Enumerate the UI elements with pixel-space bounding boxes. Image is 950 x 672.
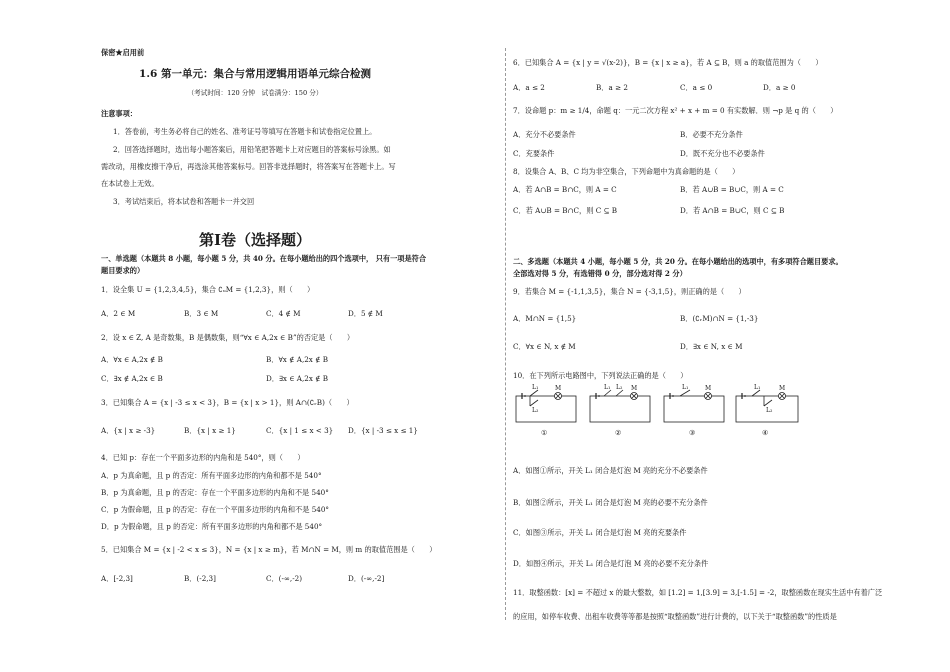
q11-stem-cont: 的应用，如停车收费、出租车收费等等都是按照“取整函数”进行计费的，以下关于“取整函数”的性质是: [513, 612, 837, 621]
q7-stem: 7．设命题 p：m ≥ 1/4，命题 q：一元二次方程 x² + x + m = 0 有实数解．则 ¬p 是 q 的（ ）: [513, 106, 838, 115]
svg-text:M: M: [631, 385, 638, 392]
q1-option-a: A．2 ∈ M: [101, 309, 136, 318]
q8-stem: 8．设集合 A、B、C 均为非空集合，下列命题中为真命题的是（ ）: [513, 167, 740, 176]
notes-heading: 注意事项：: [101, 109, 137, 118]
svg-text:L₂: L₂: [616, 384, 623, 391]
q8-option-b: B．若 A∪B = B∪C，则 A = C: [680, 185, 784, 194]
svg-text:L₂: L₂: [766, 407, 773, 414]
q3-option-b: B．{x | x ≥ 1}: [184, 426, 236, 435]
secret-label: 保密★启用前: [101, 48, 145, 57]
q3-stem: 3．已知集合 A = {x | -3 ≤ x < 3}，B = {x | x > 1}，则 A∩(∁ᵣB)（ ）: [101, 398, 354, 407]
circuit-2: [590, 390, 650, 422]
svg-text:M: M: [705, 385, 712, 392]
note-line: 2．回答选择题时，选出每小题答案后，用铅笔把答题卡上对应题目的答案标号涂黑。如: [113, 145, 391, 154]
section2-heading: 二、多选题（本题共 4 小题，每小题 5 分，共 20 分。在每小题给出的选项中，有多项符合题目要求。: [513, 257, 843, 266]
q7-option-d: D．既不充分也不必要条件: [680, 149, 765, 158]
section2-heading-cont: 全部选对得 5 分，有选错得 0 分，部分选对得 2 分）: [513, 269, 687, 278]
q2-option-a: A．∀x ∈ A,2x ∉ B: [101, 355, 163, 364]
q5-option-a: A．[-2,3]: [101, 574, 133, 583]
svg-text:L₂: L₂: [532, 407, 539, 414]
q6-option-c: C．a ≤ 0: [680, 83, 713, 92]
section1-heading-cont: 题目要求的）: [101, 266, 145, 275]
q7-option-b: B．必要不充分条件: [680, 130, 743, 139]
q9-option-d: D．∃x ∈ N, x ∈ M: [680, 342, 743, 351]
q1-option-d: D．5 ∉ M: [348, 309, 383, 318]
q8-option-c: C．若 A∪B = B∩C，则 C ⊆ B: [513, 206, 618, 215]
circuit-label-2: ②: [615, 428, 622, 437]
q10-option-a: A．如图①所示，开关 L₁ 闭合是灯泡 M 亮的充分不必要条件: [513, 466, 708, 475]
note-line: 需改动，用橡皮擦干净后，再选涂其他答案标号。回答非选择题时，将答案写在答题卡上。写: [101, 162, 396, 171]
q6-option-b: B．a ≥ 2: [596, 83, 628, 92]
q9-option-c: C．∀x ∈ N, x ∉ M: [513, 342, 576, 351]
svg-text:L₁: L₁: [682, 384, 689, 391]
q5-stem: 5．已知集合 M = {x | -2 < x ≤ 3}，N = {x | x ≥ m}，若 M∩N = M，则 m 的取值范围是（ ）: [101, 545, 437, 554]
svg-text:M: M: [779, 385, 786, 392]
q3-option-a: A．{x | x ≥ -3}: [101, 426, 156, 435]
note-line: 3．考试结束后，将本试卷和答题卡一并交回: [113, 197, 255, 206]
q1-stem: 1．设全集 U = {1,2,3,4,5}，集合 ∁ᵤM = {1,2,3}，则（ ）: [101, 285, 315, 294]
q10-stem: 10．在下列所示电路图中，下列说法正确的是（ ）: [513, 371, 688, 380]
svg-text:M: M: [555, 385, 562, 392]
q9-stem: 9．若集合 M = {-1,1,3,5}，集合 N = {-3,1,5}，则正确的是（ ）: [513, 287, 746, 296]
circuit-1: [516, 390, 576, 422]
q7-option-a: A．充分不必要条件: [513, 130, 576, 139]
circuit-4: [736, 390, 798, 422]
svg-text:L₁: L₁: [754, 384, 761, 391]
q7-option-c: C．充要条件: [513, 149, 555, 158]
exam-subtitle: （考试时间：120 分钟 试卷满分：150 分）: [187, 89, 323, 97]
q10-option-b: B．如图②所示，开关 L₁ 闭合是灯泡 M 亮的必要不充分条件: [513, 498, 708, 507]
svg-text:L₁: L₁: [604, 384, 611, 391]
q8-option-a: A．若 A∩B = B∩C，则 A = C: [513, 185, 617, 194]
circuit-label-4: ④: [762, 428, 769, 437]
q3-option-c: C．{x | 1 ≤ x < 3}: [266, 426, 334, 435]
column-divider: [505, 48, 506, 620]
q9-option-b: B．(∁ᵣM)∩N = {1,-3}: [680, 314, 759, 323]
note-line: 1．答卷前，考生务必将自己的姓名、准考证号等填写在答题卡和试卷指定位置上。: [113, 127, 377, 136]
q1-option-c: C．4 ∉ M: [266, 309, 301, 318]
circuit-label-1: ①: [541, 428, 548, 437]
q2-option-d: D．∃x ∈ A,2x ∉ B: [266, 374, 329, 383]
q4-option-d: D．p 为假命题，且 p 的否定：所有平面多边形的内角和都不是 540°: [101, 522, 323, 531]
q4-option-a: A．p 为真命题，且 p 的否定：所有平面多边形的内角和都不是 540°: [101, 471, 322, 480]
q10-option-c: C．如图③所示，开关 L₁ 闭合是灯泡 M 亮的充要条件: [513, 528, 687, 537]
q6-stem: 6．已知集合 A = {x | y = √(x-2)}，B = {x | x ≥ a}，若 A ⊆ B，则 a 的取值范围为（ ）: [513, 58, 823, 67]
note-line: 在本试卷上无效。: [101, 179, 159, 188]
svg-text:L₁: L₁: [532, 384, 539, 391]
q4-option-b: B．p 为真命题，且 p 的否定：存在一个平面多边形的内角和不是 540°: [101, 488, 329, 497]
q10-option-d: D．如图④所示，开关 L₁ 闭合是灯泡 M 亮的必要不充分条件: [513, 559, 709, 568]
circuit-diagrams: [510, 382, 805, 440]
exam-title: 1.6 第一单元：集合与常用逻辑用语单元综合检测: [139, 68, 371, 80]
q3-option-d: D．{x | -3 ≤ x ≤ 1}: [348, 426, 418, 435]
q4-stem: 4．已知 p：存在一个平面多边形的内角和是 540°，则（ ）: [101, 453, 305, 462]
volume-title: 第Ⅰ卷（选择题）: [198, 231, 312, 249]
q8-option-d: D．若 A∩B = B∪C，则 C ⊆ B: [680, 206, 785, 215]
q6-option-a: A．a ≤ 2: [513, 83, 545, 92]
q5-option-d: D．(-∞,-2]: [348, 574, 385, 583]
q5-option-b: B．(-2,3]: [184, 574, 216, 583]
circuit-3: [664, 390, 724, 422]
section1-heading: 一、单选题（本题共 8 小题，每小题 5 分，共 40 分。在每小题给出的四个选项中， 只有一项是符合: [101, 254, 427, 263]
q2-option-b: B．∀x ∉ A,2x ∉ B: [266, 355, 329, 364]
q11-stem: 11．取整函数：[x] = 不超过 x 的最大整数，如 [1.2] = 1,[3.9] = 3,[-1.5] = -2，取整函数在现实生活中有着广泛: [513, 588, 883, 597]
q2-option-c: C．∃x ∉ A,2x ∈ B: [101, 374, 163, 383]
q4-option-c: C．p 为假命题，且 p 的否定：存在一个平面多边形的内角和不是 540°: [101, 505, 330, 514]
q5-option-c: C．(-∞,-2): [266, 574, 302, 583]
circuit-label-3: ③: [689, 428, 696, 437]
q2-stem: 2．设 x ∈ Z, A 是奇数集，B 是偶数集，则“∀x ∈ A,2x ∈ B”的否定是（ ）: [101, 333, 355, 342]
q1-option-b: B．3 ∈ M: [184, 309, 219, 318]
q6-option-d: D．a ≥ 0: [763, 83, 796, 92]
q9-option-a: A．M∩N = {1,5}: [513, 314, 577, 323]
